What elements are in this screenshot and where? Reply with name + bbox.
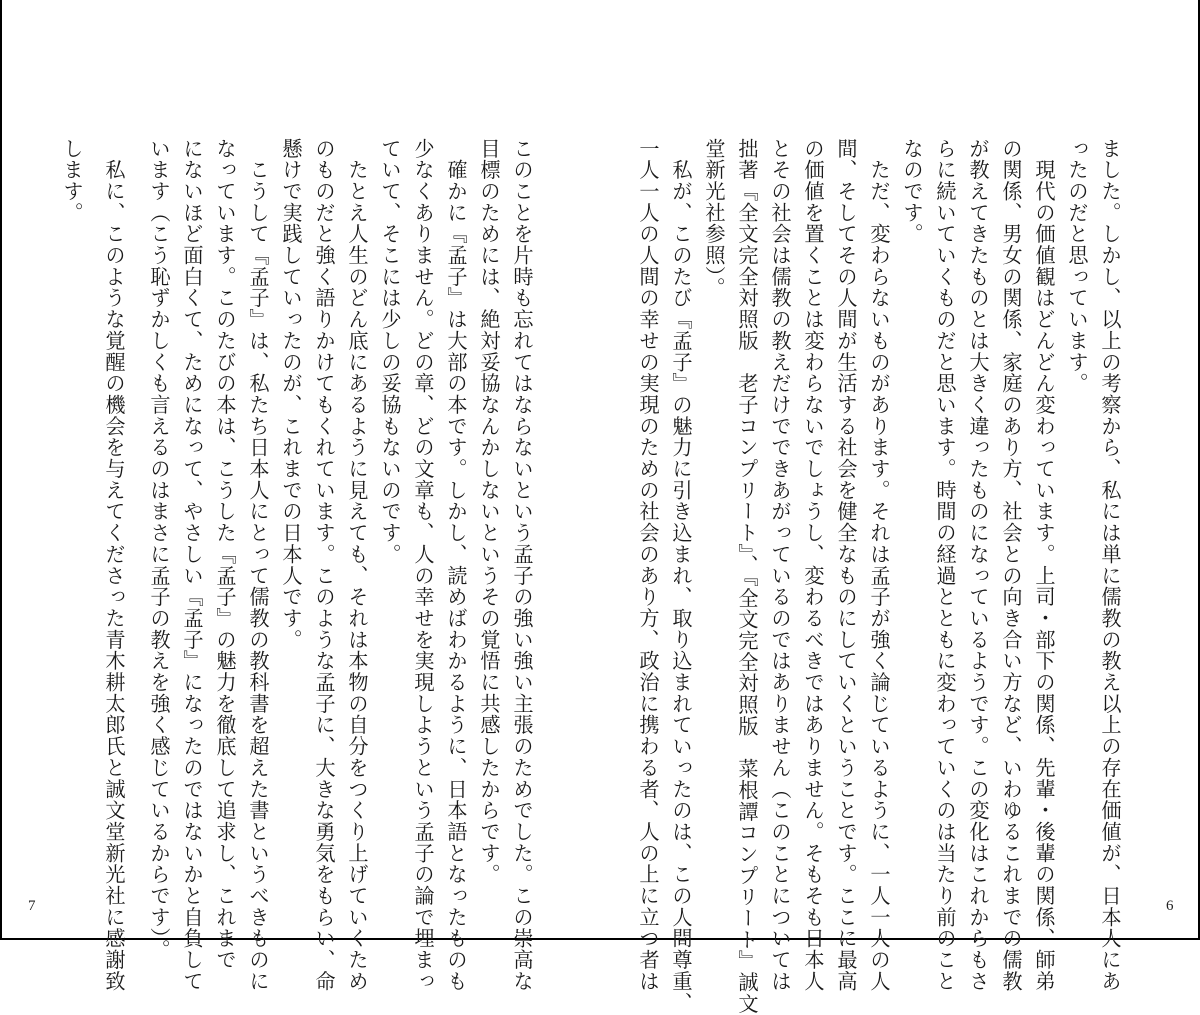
text-line: のものだと強く語りかけてもくれています。このような孟子に、大きな勇気をもらい、命 (312, 138, 336, 992)
text-line: の価値を置くことは変わらないでしょうし、変わるべきではありません。そもそも日本人 (801, 138, 825, 992)
text-line: なのです。 (900, 138, 924, 245)
page-number-right: 6 (1166, 898, 1174, 914)
text-line: にないほど面白くて、ためになって、やさしい『孟子』になったのではないかと自負して (180, 138, 204, 992)
text-line: 懸けで実践していったのが、これまでの日本人です。 (279, 138, 303, 651)
text-line: このことを片時も忘れてはならないという孟子の強い強い主張のためでした。この崇高な (510, 138, 534, 992)
text-line: 一人一人の人間の幸せの実現のための社会のあり方、政治に携わる者、人の上に立つ者は (636, 138, 660, 992)
text-line: ていて、そこには少しの妥協もないのです。 (378, 138, 402, 565)
text-line: ました。しかし、以上の考察から、私には単に儒教の教え以上の存在価値が、日本人にあ (1098, 138, 1122, 992)
right-page (602, 0, 1200, 1015)
text-line: 現代の価値観はどんどん変わっています。上司・部下の関係、先輩・後輩の関係、師弟 (1032, 138, 1056, 992)
text-line: します。 (60, 138, 84, 224)
text-line: の関係、男女の関係、家庭のあり方、社会との向き合い方など、いわゆるこれまでの儒教 (999, 138, 1023, 992)
text-line: らに続いていくものだと思います。時間の経過とともに変わっていくのは当たり前のこと (933, 138, 957, 992)
text-line: とその社会は儒教の教えだけでできあがっているのではありません（このことについては (768, 138, 792, 992)
text-line: たとえ人生のどん底にあるように見えても、それは本物の自分をつくり上げていくため (345, 138, 369, 992)
page-number-left: 7 (28, 898, 36, 914)
text-line: 少なくありません。どの章、どの文章も、人の幸せを実現しようという孟子の論で埋まっ (411, 138, 435, 992)
text-line: が教えてきたものとは大きく違ったものになっているようです。この変化はこれからもさ (966, 138, 990, 992)
text-line: 私に、このような覚醒の機会を与えてくださった青木耕太郎氏と誠文堂新光社に感謝致 (102, 138, 126, 992)
text-line: 目標のためには、絶対妥協なんかしないというその覚悟に共感したからです。 (477, 138, 501, 886)
text-line: ただ、変わらないものがあります。それは孟子が強く論じているように、一人一人の人 (867, 138, 891, 992)
text-line: 堂新光社参照）。 (702, 138, 726, 299)
text-line: 拙著『全文完全対照版 老子コンプリート』、『全文完全対照版 菜根譚コンプリート』誠文 (735, 138, 759, 1015)
text-line: こうして『孟子』は、私たち日本人にとって儒教の教科書を超えた書というべきものに (246, 138, 270, 992)
text-line: 確かに『孟子』は大部の本です。しかし、読めばわかるように、日本語となったものも (444, 138, 468, 992)
text-line: ったのだと思っています。 (1065, 138, 1089, 395)
text-line: います（こう恥ずかしくも言えるのはまさに孟子の教えを強く感じているからです）。 (147, 138, 171, 961)
left-page (2, 0, 602, 992)
text-line: なっています。このたびの本は、こうした『孟子』の魅力を徹底して追求し、これまで (213, 138, 237, 971)
text-line: 間、そしてその人間が生活する社会を健全なものにしていくということです。ここに最高 (834, 138, 858, 992)
text-line: 私が、このたび『孟子』の魅力に引き込まれ、取り込まれていったのは、この人間尊重、 (669, 138, 693, 1014)
